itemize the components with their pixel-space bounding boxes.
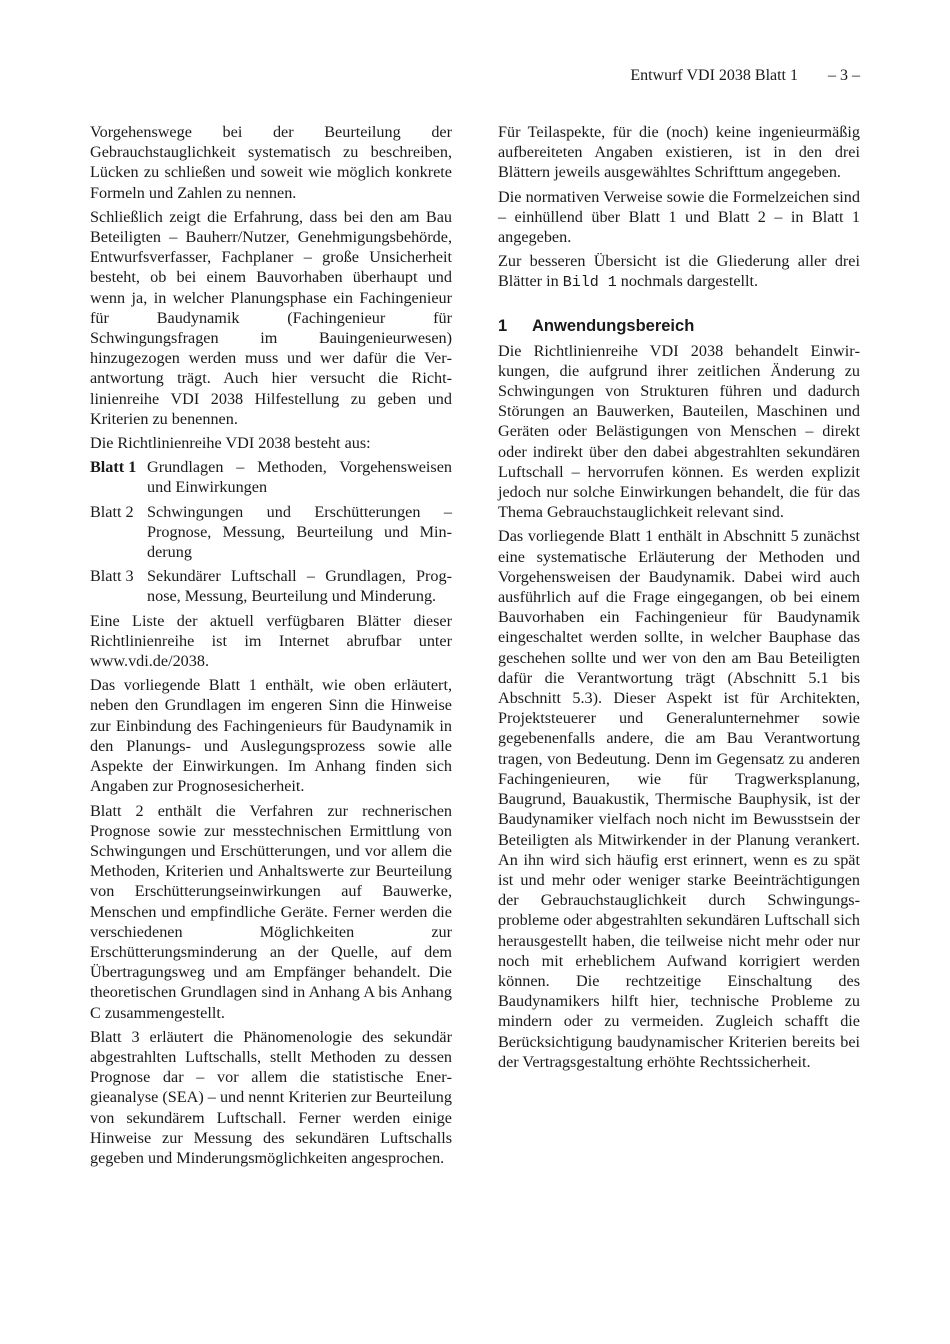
paragraph: Die Richtlinienreihe VDI 2038 besteht aus: [90,434,371,453]
blatt-number: Blatt 1 [90,458,137,477]
paragraph: Blatt 2 enthält die Verfahren zur rechnerischen Prognose sowie zur messtechnischen Ermittlung von Schwingungen und Erschütterungen, und vor allem die Methoden, Kriterien und Anhaltswerte zur Beurteilung von Erschütterungseinwirkungen auf Bauwerke, Menschen und empfindliche Geräte. Ferner werden die verschiedenen Möglichkeiten zur Erschütterungsminderung an der Quelle, auf dem Übertragungsweg und am Empfänger behandelt. Die theoretischen Grundlagen sind in Anhang A bis Anhang C zusammengestellt. [90,801,452,1022]
section-heading [498,316,860,336]
paragraph: Vorgehenswege bei der Beurteilung der Gebrauchstauglichkeit systematisch zu beschreiben, Lücken zu schließen und soweit wie möglich konkrete Formeln und Zahlen zu nennen. [90,123,452,202]
blatt-description: Sekundärer Luftschall – Grundlagen, Prognose, Messung, Beurteilung und Minderung. [147,567,452,606]
page-header [630,66,860,86]
page-number: – 3 – [828,67,860,84]
section-number: 1 [498,316,508,335]
document-title: Entwurf VDI 2038 Blatt 1 [630,67,798,84]
text-run: nochmals dargestellt. [616,272,759,291]
blatt-list [90,457,452,606]
paragraph: Die Richtlinienreihe VDI 2038 behandelt Einwirkungen, die aufgrund ihrer zeitlichen Änderung zu Schwingungen von Strukturen führen und dadurch Störungen an Bauwerken, Bauteilen, Maschinen und Geräten oder Belästigungen von Menschen – direkt oder indirekt über den dabei abgestrahlten sekundären Luftschall – hervorrufen können. Es werden explizit jedoch nur solche Einwirkungen behandelt, die für das Thema Gebrauchstauglichkeit relevant sind. [498,341,860,522]
left-column [90,122,452,1172]
paragraph: Eine Liste der aktuell verfügbaren Blätter dieser Richtlinienreihe ist im Internet abrufbar unter www.vdi.de/2038. [90,611,452,671]
blatt-description: Schwingungen und Erschütterungen – Prognose, Messung, Beurteilung und Minderung [147,502,452,562]
paragraph: Blatt 3 erläutert die Phänomenologie des sekundär abgestrahlten Luftschalls, stellt Methoden zu dessen Prognose dar – vor allem die statistische Energieanalyse (SEA) – und nennt Kriterien zur Beurteilung von sekundärem Luftschall. Ferner werden einige Hinweise zur Messung des sekundären Luftschalls gegeben und Minderungsmöglichkeiten angesprochen. [90,1027,452,1167]
blatt-number: Blatt 3 [90,567,134,586]
paragraph [498,251,860,293]
paragraph: Das vorliegende Blatt 1 enthält, wie oben erläutert, neben den Grundlagen im engeren Sinn die Hinweise zur Einbindung des Fachingenieurs für Baudynamik in den Planungs- und Auslegungsprozess sowie alle Aspekte der Einwirkungen. Im Anhang finden sich Angaben zur Prognosesicherheit. [90,676,452,796]
blatt-number: Blatt 2 [90,502,134,521]
list-item [90,566,452,606]
figure-reference: Bild 1 [562,274,617,292]
section-title: Anwendungsbereich [532,316,695,335]
right-column [498,122,860,1076]
list-item [90,502,452,563]
text-run: Zur besseren Übersicht ist die Gliederung aller drei Blätter in [498,252,860,291]
paragraph: Die normativen Verweise sowie die Formelzeichen sind – einhüllend über Blatt 1 und Blatt 2 – in Blatt 1 angegeben. [498,187,860,247]
paragraph: Das vorliegende Blatt 1 enthält in Abschnitt 5 zunächst eine systematische Erläuterung der Methoden und Vorgehensweisen der Baudynamik. Dabei wird auch ausführlich auf die Frage eingegangen, ob bei einem Bauvorhaben ein Fachingenieur für Baudynamik eingeschaltet werden sollte, in welcher Bauphase das geschehen sollte und wer von den am Bau Beteiligten dafür die Verantwortung trägt (Abschnitt 5.1 bis Abschnitt 5.3). Dieser Aspekt ist für Architekten, Projektsteuerer und Generalunternehmer sowie gegebenenfalls andere, die am Bau Verantwortung tragen, von Bedeutung. Denn im Gegensatz zu anderen Fachingenieuren, wie für Tragwerksplanung, Baugrund, Bauakustik, Thermische Bauphysik, ist der Baudynamiker vielfach noch nicht im Bewusstsein der Beteiligten als Mitwirkender in der Planung verankert. An ihn wird sich häufig erst erinnert, wenn es zu spät ist und mehr oder weniger starke Beeinträchtigungen der Gebrauchstauglichkeit durch Schwingungsprobleme oder abgestrahlten sekundären Luftschall sich herausgestellt haben, die teilweise nicht mehr oder nur noch mit erheblichem Aufwand korrigiert werden können. Die rechtzeitige Einschaltung des Baudynamikers hilft hier, technische Probleme zu mindern oder zu vermeiden. Zugleich schafft die Berücksichtigung baudynamischer Kriterien bereits bei der Vertragsgestaltung erhöhte Rechtssicherheit. [498,527,860,1071]
blatt-description: Grundlagen – Methoden, Vorgehensweisen und Einwirkungen [147,458,452,497]
paragraph: Schließlich zeigt die Erfahrung, dass bei den am Bau Beteiligten – Bauherr/Nutzer, Genehmigungsbehörde, Entwurfsverfasser, Fachplaner – große Unsicherheit besteht, ob bei einem Bauvorhaben überhaupt und wenn ja, in welcher Planungsphase ein Fachingenieur für Baudynamik (Fachingenieur für Schwingungsfragen im Bauingenieurwesen) hinzugezogen werden muss und wer dafür die Verantwortung trägt. Auch hier versucht die Richtlinienreihe VDI 2038 Hilfestellung zu geben und Kriterien zu benennen. [90,207,452,428]
paragraph: Für Teilaspekte, für die (noch) keine ingenieurmäßig aufbereiteten Angaben existieren, ist in den drei Blättern jeweils ausgewähltes Schrifttum angegeben. [498,123,860,182]
list-item [90,457,452,497]
